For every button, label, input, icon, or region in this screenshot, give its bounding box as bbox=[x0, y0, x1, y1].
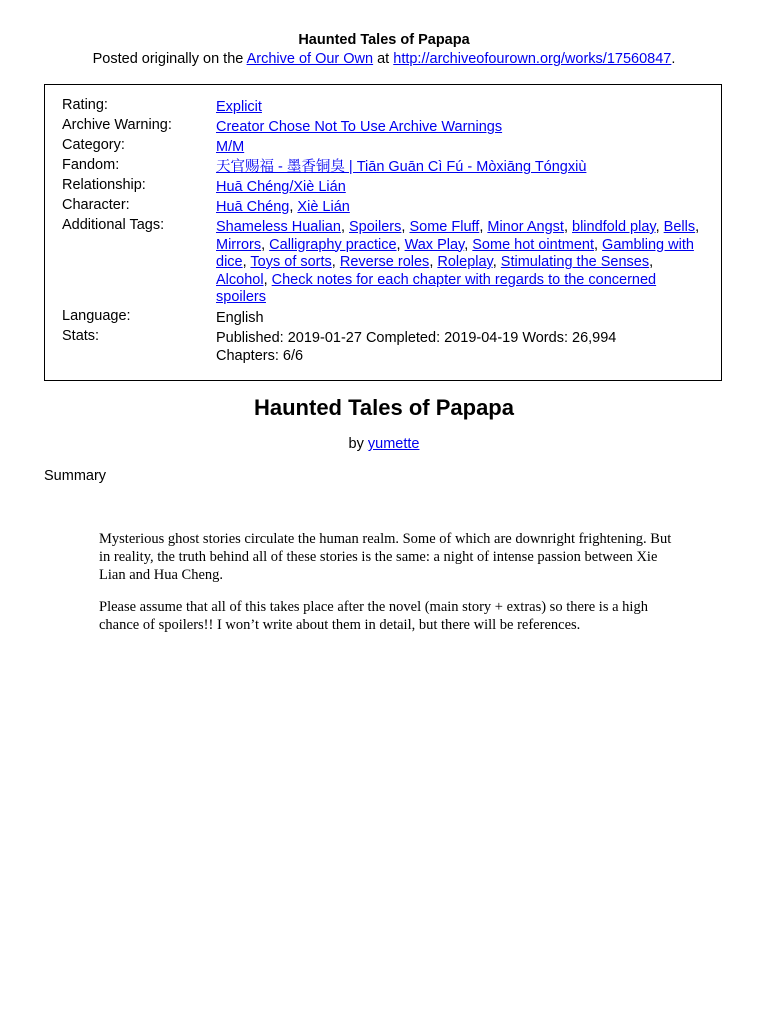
metadata-box: Rating: Explicit Archive Warning: Creator Chose Not To Use Archive Warnings Category: M/M Fandom: 天官赐福 - 墨香铜臭 | Tiān Guān Cì Fú - Mòxiāng Tóngxiù Relationship: Huā Chéng/Xiè Lián Character: Huā Chéng, Xiè Lián Additional Tags: Shameless Hualian, Spoilers, Some Fluff, Minor Angst, blindfold play, Bells, Mirrors, Calligraphy practice, Wax Play, Some hot ointment, Gambling with dice, Toys of sorts, Reverse roles, Roleplay, Stimulating the Senses, Alcohol, Check notes for each chapter with regards to the concerned spoilers Language: English Stats: Published: 2019-01-27 Completed: 2019-04-19 Words: 26,994 Chapters: 6/6 bbox=[44, 84, 722, 381]
summary-body bbox=[99, 530, 679, 648]
tag-link[interactable]: Some Fluff bbox=[409, 219, 480, 235]
tag-link[interactable]: Spoilers bbox=[349, 219, 402, 235]
document-header bbox=[0, 31, 768, 69]
category-link[interactable]: M/M bbox=[216, 139, 245, 155]
character-link[interactable]: Xiè Lián bbox=[297, 199, 350, 215]
header-title: Haunted Tales of Papapa bbox=[298, 32, 470, 48]
character-link[interactable]: Huā Chéng bbox=[216, 199, 290, 215]
rating-link[interactable]: Explicit bbox=[216, 99, 262, 115]
category-label: Category: bbox=[62, 137, 125, 153]
tag-link[interactable]: Bells bbox=[663, 219, 696, 235]
stats-label: Stats: bbox=[62, 328, 100, 344]
tag-link[interactable]: Shameless Hualian bbox=[216, 219, 341, 235]
tag-link[interactable]: Gambling with dice bbox=[216, 236, 694, 270]
tag-link[interactable]: Alcohol bbox=[216, 271, 264, 288]
summary-heading: Summary bbox=[44, 468, 107, 484]
byline bbox=[0, 435, 768, 453]
author-link[interactable]: yumette bbox=[367, 436, 420, 452]
warning-label: Archive Warning: bbox=[62, 117, 172, 133]
posted-line bbox=[0, 50, 768, 69]
stats-value bbox=[216, 330, 706, 365]
summary-paragraph: Please assume that all of this takes place after the novel (main story + extras) so there is a high chance of spoilers!! I won’t write about them in detail, but there will be references. bbox=[99, 599, 648, 633]
tag-link[interactable]: Reverse roles bbox=[339, 254, 430, 270]
stats-line-dates: Published: 2019-01-27 Completed: 2019-04-19 Words: 26,994 bbox=[216, 330, 617, 346]
tag-link[interactable]: Minor Angst bbox=[487, 219, 564, 235]
tag-link[interactable]: Toys of sorts bbox=[250, 254, 332, 270]
posted-prefix: Posted originally on the bbox=[92, 51, 247, 67]
period: . bbox=[671, 51, 676, 67]
language-value: English bbox=[216, 310, 264, 326]
relationship-link[interactable]: Huā Chéng/Xiè Lián bbox=[216, 179, 346, 195]
fandom-link[interactable]: 天官赐福 - 墨香铜臭 | Tiān Guān Cì Fú - Mòxiāng Tóngxiù bbox=[216, 159, 587, 175]
by-text: by bbox=[348, 436, 368, 452]
fandom-label: Fandom: bbox=[62, 157, 120, 173]
language-label: Language: bbox=[62, 308, 131, 324]
tag-link[interactable]: Roleplay bbox=[437, 254, 493, 270]
relationship-label: Relationship: bbox=[62, 177, 146, 193]
work-title: Haunted Tales of Papapa bbox=[254, 395, 514, 420]
rating-label: Rating: bbox=[62, 97, 108, 113]
archive-link[interactable]: Archive of Our Own bbox=[246, 51, 374, 67]
stats-line-chapters: Chapters: 6/6 bbox=[216, 347, 304, 364]
tag-link[interactable]: Mirrors bbox=[216, 236, 262, 253]
character-label: Character: bbox=[62, 197, 130, 213]
tag-link[interactable]: Stimulating the Senses bbox=[500, 254, 650, 270]
tag-link[interactable]: Some hot ointment bbox=[472, 236, 594, 253]
tag-link[interactable]: Check notes for each chapter with regards to the concerned spoilers bbox=[216, 271, 657, 305]
work-url-link[interactable]: http://archiveofourown.org/works/17560847 bbox=[393, 51, 672, 67]
warning-link[interactable]: Creator Chose Not To Use Archive Warnings bbox=[216, 119, 503, 135]
tags-list: Shameless Hualian, Spoilers, Some Fluff, Minor Angst, blindfold play, Bells, Mirrors, Calligraphy practice, Wax Play, Some hot ointment, Gambling with dice, Toys of sorts, Reverse roles, Roleplay, Stimulating the Senses, Alcohol, Check notes for each chapter with regards to the concerned spoilers bbox=[216, 219, 700, 305]
tag-link[interactable]: Calligraphy practice bbox=[269, 236, 397, 253]
tags-label: Additional Tags: bbox=[62, 217, 165, 233]
tag-link[interactable]: Wax Play bbox=[404, 236, 465, 253]
summary-paragraph: Mysterious ghost stories circulate the human realm. Some of which are downright frightening. But in reality, the truth behind all of these stories is the same: a night of intense passion between Xie Lian and Hua Cheng. bbox=[99, 531, 672, 583]
tag-link[interactable]: blindfold play bbox=[572, 219, 656, 235]
at-text: at bbox=[373, 51, 394, 67]
